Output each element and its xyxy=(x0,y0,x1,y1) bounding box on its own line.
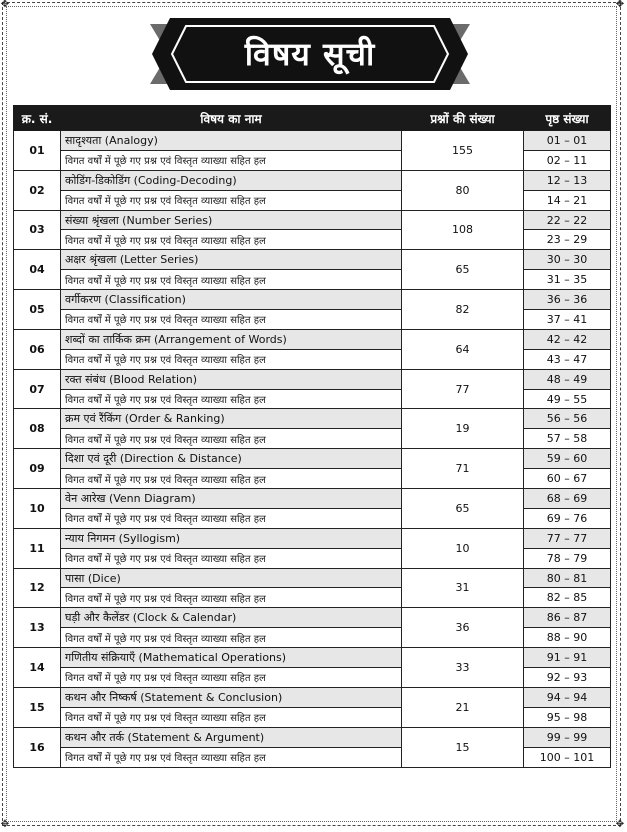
corner-ornament-icon: ✥ xyxy=(0,819,10,830)
solved-pages: 92 – 93 xyxy=(524,668,611,688)
solved-pages: 78 – 79 xyxy=(524,548,611,568)
solved-pages: 82 – 85 xyxy=(524,588,611,608)
solved-questions-label: विगत वर्षों में पूछे गए प्रश्न एवं विस्तृत व्याख्या सहित हल xyxy=(61,508,402,528)
topic-title: संख्या श्रृंखला (Number Series) xyxy=(61,210,402,230)
topic-title: सादृश्यता (Analogy) xyxy=(61,131,402,151)
header-subject: विषय का नाम xyxy=(61,106,402,131)
question-count: 21 xyxy=(402,687,524,727)
topic-pages: 86 – 87 xyxy=(524,608,611,628)
topic-title: रक्त संबंध (Blood Relation) xyxy=(61,369,402,389)
header-pages: पृष्ठ संख्या xyxy=(524,106,611,131)
topic-pages: 12 – 13 xyxy=(524,170,611,190)
solved-pages: 49 – 55 xyxy=(524,389,611,409)
table-row xyxy=(14,648,611,668)
table-row xyxy=(14,131,611,151)
topic-title: क्रम एवं रैंकिंग (Order & Ranking) xyxy=(61,409,402,429)
topic-pages: 94 – 94 xyxy=(524,687,611,707)
solved-questions-label: विगत वर्षों में पूछे गए प्रश्न एवं विस्तृत व्याख्या सहित हल xyxy=(61,707,402,727)
solved-pages: 100 – 101 xyxy=(524,747,611,767)
solved-pages: 43 – 47 xyxy=(524,349,611,369)
row-number: 07 xyxy=(14,369,61,409)
row-number: 09 xyxy=(14,449,61,489)
solved-questions-label: विगत वर्षों में पूछे गए प्रश्न एवं विस्तृत व्याख्या सहित हल xyxy=(61,230,402,250)
solved-questions-label: विगत वर्षों में पूछे गए प्रश्न एवं विस्तृत व्याख्या सहित हल xyxy=(61,349,402,369)
topic-title: वर्गीकरण (Classification) xyxy=(61,290,402,310)
topic-pages: 68 – 69 xyxy=(524,489,611,509)
row-number: 06 xyxy=(14,329,61,369)
topic-title: दिशा एवं दूरी (Direction & Distance) xyxy=(61,449,402,469)
topic-pages: 80 – 81 xyxy=(524,568,611,588)
topic-pages: 48 – 49 xyxy=(524,369,611,389)
solved-pages: 02 – 11 xyxy=(524,150,611,170)
table-row xyxy=(14,290,611,310)
solved-questions-label: विगत वर्षों में पूछे गए प्रश्न एवं विस्तृत व्याख्या सहित हल xyxy=(61,429,402,449)
topic-pages: 01 – 01 xyxy=(524,131,611,151)
row-number: 04 xyxy=(14,250,61,290)
solved-questions-label: विगत वर्षों में पूछे गए प्रश्न एवं विस्तृत व्याख्या सहित हल xyxy=(61,270,402,290)
solved-questions-label: विगत वर्षों में पूछे गए प्रश्न एवं विस्तृत व्याख्या सहित हल xyxy=(61,747,402,767)
table-header-row xyxy=(14,106,611,131)
question-count: 36 xyxy=(402,608,524,648)
solved-questions-label: विगत वर्षों में पूछे गए प्रश्न एवं विस्तृत व्याख्या सहित हल xyxy=(61,150,402,170)
question-count: 10 xyxy=(402,528,524,568)
row-number: 15 xyxy=(14,687,61,727)
question-count: 80 xyxy=(402,170,524,210)
question-count: 77 xyxy=(402,369,524,409)
topic-title: गणितीय संक्रियाएँ (Mathematical Operations) xyxy=(61,648,402,668)
table-row xyxy=(14,687,611,707)
row-number: 10 xyxy=(14,489,61,529)
table-row xyxy=(14,727,611,747)
row-number: 01 xyxy=(14,131,61,171)
table-row xyxy=(14,170,611,190)
solved-questions-label: विगत वर्षों में पूछे गए प्रश्न एवं विस्तृत व्याख्या सहित हल xyxy=(61,190,402,210)
row-number: 08 xyxy=(14,409,61,449)
header-questions: प्रश्नों की संख्या xyxy=(402,106,524,131)
table-row xyxy=(14,369,611,389)
topic-pages: 77 – 77 xyxy=(524,528,611,548)
topic-pages: 99 – 99 xyxy=(524,727,611,747)
row-number: 11 xyxy=(14,528,61,568)
solved-pages: 95 – 98 xyxy=(524,707,611,727)
table-body xyxy=(14,131,611,768)
solved-pages: 60 – 67 xyxy=(524,469,611,489)
topic-pages: 22 – 22 xyxy=(524,210,611,230)
table-row xyxy=(14,608,611,628)
question-count: 33 xyxy=(402,648,524,688)
question-count: 82 xyxy=(402,290,524,330)
table-row xyxy=(14,210,611,230)
table-row xyxy=(14,489,611,509)
topic-pages: 59 – 60 xyxy=(524,449,611,469)
question-count: 155 xyxy=(402,131,524,171)
topic-pages: 91 – 91 xyxy=(524,648,611,668)
question-count: 71 xyxy=(402,449,524,489)
table-row xyxy=(14,568,611,588)
table-row xyxy=(14,409,611,429)
topic-title: घड़ी और कैलेंडर (Clock & Calendar) xyxy=(61,608,402,628)
table-row xyxy=(14,329,611,349)
header-sno: क्र. सं. xyxy=(14,106,61,131)
row-number: 02 xyxy=(14,170,61,210)
topic-title: कोडिंग-डिकोडिंग (Coding-Decoding) xyxy=(61,170,402,190)
question-count: 15 xyxy=(402,727,524,767)
topic-title: न्याय निगमन (Syllogism) xyxy=(61,528,402,548)
row-number: 03 xyxy=(14,210,61,250)
corner-ornament-icon: ✥ xyxy=(615,0,625,10)
page-title: विषय सूची xyxy=(244,35,376,73)
topic-title: कथन और निष्कर्ष (Statement & Conclusion) xyxy=(61,687,402,707)
solved-pages: 23 – 29 xyxy=(524,230,611,250)
topic-pages: 42 – 42 xyxy=(524,329,611,349)
topic-pages: 30 – 30 xyxy=(524,250,611,270)
solved-pages: 31 – 35 xyxy=(524,270,611,290)
topic-title: शब्दों का तार्किक क्रम (Arrangement of Words) xyxy=(61,329,402,349)
contents-table xyxy=(13,105,611,768)
solved-pages: 14 – 21 xyxy=(524,190,611,210)
corner-ornament-icon: ✥ xyxy=(615,819,625,830)
row-number: 14 xyxy=(14,648,61,688)
solved-questions-label: विगत वर्षों में पूछे गए प्रश्न एवं विस्तृत व्याख्या सहित हल xyxy=(61,310,402,330)
topic-title: वेन आरेख (Venn Diagram) xyxy=(61,489,402,509)
question-count: 108 xyxy=(402,210,524,250)
solved-pages: 88 – 90 xyxy=(524,628,611,648)
row-number: 16 xyxy=(14,727,61,767)
question-count: 31 xyxy=(402,568,524,608)
table-row xyxy=(14,528,611,548)
title-banner xyxy=(150,14,470,94)
solved-questions-label: विगत वर्षों में पूछे गए प्रश्न एवं विस्तृत व्याख्या सहित हल xyxy=(61,389,402,409)
table-row xyxy=(14,250,611,270)
solved-questions-label: विगत वर्षों में पूछे गए प्रश्न एवं विस्तृत व्याख्या सहित हल xyxy=(61,588,402,608)
solved-pages: 57 – 58 xyxy=(524,429,611,449)
question-count: 65 xyxy=(402,250,524,290)
topic-title: अक्षर श्रृंखला (Letter Series) xyxy=(61,250,402,270)
topic-pages: 56 – 56 xyxy=(524,409,611,429)
solved-questions-label: विगत वर्षों में पूछे गए प्रश्न एवं विस्तृत व्याख्या सहित हल xyxy=(61,668,402,688)
row-number: 05 xyxy=(14,290,61,330)
question-count: 65 xyxy=(402,489,524,529)
table-row xyxy=(14,449,611,469)
solved-pages: 37 – 41 xyxy=(524,310,611,330)
topic-pages: 36 – 36 xyxy=(524,290,611,310)
solved-questions-label: विगत वर्षों में पूछे गए प्रश्न एवं विस्तृत व्याख्या सहित हल xyxy=(61,628,402,648)
row-number: 12 xyxy=(14,568,61,608)
topic-title: कथन और तर्क (Statement & Argument) xyxy=(61,727,402,747)
question-count: 64 xyxy=(402,329,524,369)
corner-ornament-icon: ✥ xyxy=(0,0,10,10)
row-number: 13 xyxy=(14,608,61,648)
topic-title: पासा (Dice) xyxy=(61,568,402,588)
solved-pages: 69 – 76 xyxy=(524,508,611,528)
solved-questions-label: विगत वर्षों में पूछे गए प्रश्न एवं विस्तृत व्याख्या सहित हल xyxy=(61,548,402,568)
solved-questions-label: विगत वर्षों में पूछे गए प्रश्न एवं विस्तृत व्याख्या सहित हल xyxy=(61,469,402,489)
question-count: 19 xyxy=(402,409,524,449)
